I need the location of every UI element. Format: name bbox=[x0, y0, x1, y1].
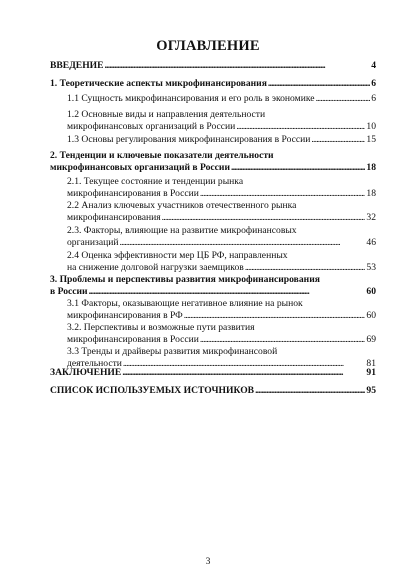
dot-leader bbox=[184, 310, 366, 322]
toc-entry-title: ВВЕДЕНИЕ bbox=[50, 60, 104, 71]
toc-entry-title: 1.1 Сущность микрофинансирования и его роль в экономике bbox=[67, 93, 315, 104]
toc-entry[interactable] bbox=[50, 225, 376, 249]
toc-entry[interactable] bbox=[50, 78, 376, 90]
toc-entry[interactable] bbox=[50, 250, 376, 274]
dot-leader bbox=[316, 93, 371, 105]
toc-entry-row bbox=[67, 93, 376, 105]
toc-entry-page: 10 bbox=[366, 120, 376, 132]
toc-entry[interactable] bbox=[50, 274, 376, 298]
toc-entry-row bbox=[67, 134, 376, 146]
toc-entry-row bbox=[50, 385, 376, 397]
toc-entry[interactable] bbox=[50, 298, 376, 322]
toc-entry-page: 6 bbox=[371, 93, 376, 104]
page-number: 3 bbox=[205, 556, 211, 567]
toc-entry-page: 53 bbox=[366, 261, 376, 273]
dot-leader bbox=[200, 188, 365, 200]
dot-leader bbox=[268, 78, 370, 90]
toc-entry-title: микрофинансовых организаций в России bbox=[50, 161, 230, 173]
toc-entry[interactable] bbox=[50, 200, 376, 224]
dot-leader bbox=[311, 134, 365, 146]
toc-entry-title-line: 2. Тенденции и ключевые показатели деятельности bbox=[50, 150, 274, 161]
toc-entry-title: деятельности bbox=[67, 357, 122, 369]
toc-title: ОГЛАВЛЕНИЕ bbox=[156, 38, 260, 54]
toc-entry-row bbox=[50, 78, 376, 90]
dot-leader bbox=[200, 334, 365, 346]
toc-entry-row bbox=[67, 237, 376, 249]
dot-leader bbox=[231, 162, 365, 174]
dot-leader bbox=[245, 262, 366, 274]
toc-entry-row bbox=[50, 162, 376, 174]
toc-entry-row bbox=[67, 121, 376, 133]
toc-entry-title-line: 2.2 Анализ ключевых участников отечественного рынка bbox=[67, 200, 297, 211]
toc-entry[interactable] bbox=[50, 93, 376, 105]
toc-entry-title: микрофинансирования bbox=[67, 211, 161, 223]
toc-entry-title: микрофинансовых организаций в России bbox=[67, 120, 236, 132]
toc-entry-title: ЗАКЛЮЧЕНИЕ bbox=[50, 367, 122, 378]
dot-leader bbox=[162, 212, 366, 224]
dot-leader bbox=[255, 385, 365, 397]
toc-entry-page: 91 bbox=[366, 367, 376, 378]
toc-entry-title: в России bbox=[50, 285, 88, 297]
toc-entry-title: 1.3 Основы регулирования микрофинансирования в России bbox=[67, 134, 311, 145]
dot-leader bbox=[236, 121, 365, 133]
toc-entry-title-line: 2.3. Факторы, влияющие на развитие микрофинансовых bbox=[67, 225, 297, 236]
toc-entry-page: 60 bbox=[366, 285, 376, 297]
toc-entry-title: на снижение долговой нагрузки заемщиков bbox=[67, 261, 244, 273]
toc-entry[interactable] bbox=[50, 134, 376, 146]
dot-leader bbox=[89, 286, 366, 298]
toc-entry-page: 18 bbox=[366, 187, 376, 199]
toc-entry-page: 18 bbox=[366, 161, 376, 173]
toc-entry-row bbox=[67, 262, 376, 274]
toc-entry-page: 81 bbox=[366, 357, 376, 369]
toc-entry-row bbox=[67, 188, 376, 200]
toc-entry[interactable] bbox=[50, 176, 376, 200]
toc-entry-row bbox=[67, 310, 376, 322]
dot-leader bbox=[105, 60, 371, 72]
toc-entry-page: 4 bbox=[371, 60, 376, 71]
toc-entry-title-line: 2.1. Текущее состояние и тенденции рынка bbox=[67, 176, 244, 187]
toc-entry[interactable] bbox=[50, 60, 376, 72]
toc-entry-page: 69 bbox=[366, 333, 376, 345]
toc-entry-page: 6 bbox=[371, 78, 376, 89]
toc-entry[interactable] bbox=[50, 367, 376, 379]
toc-entry-page: 15 bbox=[366, 134, 376, 145]
toc-entry[interactable] bbox=[50, 385, 376, 397]
toc-entry-row bbox=[50, 367, 376, 379]
toc-entry-title-line: 3.1 Факторы, оказывающие негативное влияние на рынок bbox=[67, 298, 303, 309]
toc-entry-title: 1. Теоретические аспекты микрофинансирования bbox=[50, 78, 267, 89]
toc-entry-row bbox=[50, 286, 376, 298]
dot-leader bbox=[122, 367, 365, 379]
toc-entry[interactable] bbox=[50, 109, 376, 133]
toc-entry-title: микрофинансирования в России bbox=[67, 187, 199, 199]
toc-entry[interactable] bbox=[50, 150, 376, 174]
toc-entry-page: 60 bbox=[366, 309, 376, 321]
toc-entry-title-line: 3.2. Перспективы и возможные пути развития bbox=[67, 322, 255, 333]
toc-entry-page: 32 bbox=[366, 211, 376, 223]
toc-entry-title-line: 3.3 Тренды и драйверы развития микрофинансовой bbox=[67, 346, 278, 357]
toc-entry-page: 46 bbox=[366, 236, 376, 248]
toc-entry-title: микрофинансирования в РФ bbox=[67, 309, 183, 321]
toc-entry-title: микрофинансирования в России bbox=[67, 333, 199, 345]
toc-entry-title-line: 3. Проблемы и перспективы развития микрофинансирования bbox=[50, 274, 320, 285]
toc-entry-title: СПИСОК ИСПОЛЬЗУЕМЫХ ИСТОЧНИКОВ bbox=[50, 385, 255, 396]
toc-entry-row bbox=[50, 60, 376, 72]
toc-entry-page: 95 bbox=[366, 385, 376, 396]
toc-entry-row bbox=[67, 334, 376, 346]
toc-entry-title-line: 1.2 Основные виды и направления деятельности bbox=[67, 109, 266, 120]
toc-entry-row bbox=[67, 212, 376, 224]
toc-entry-title: организаций bbox=[67, 236, 119, 248]
toc-entry-title-line: 2.4 Оценка эффективности мер ЦБ РФ, направленных bbox=[67, 250, 288, 261]
dot-leader bbox=[120, 237, 366, 249]
toc-entry[interactable] bbox=[50, 322, 376, 346]
